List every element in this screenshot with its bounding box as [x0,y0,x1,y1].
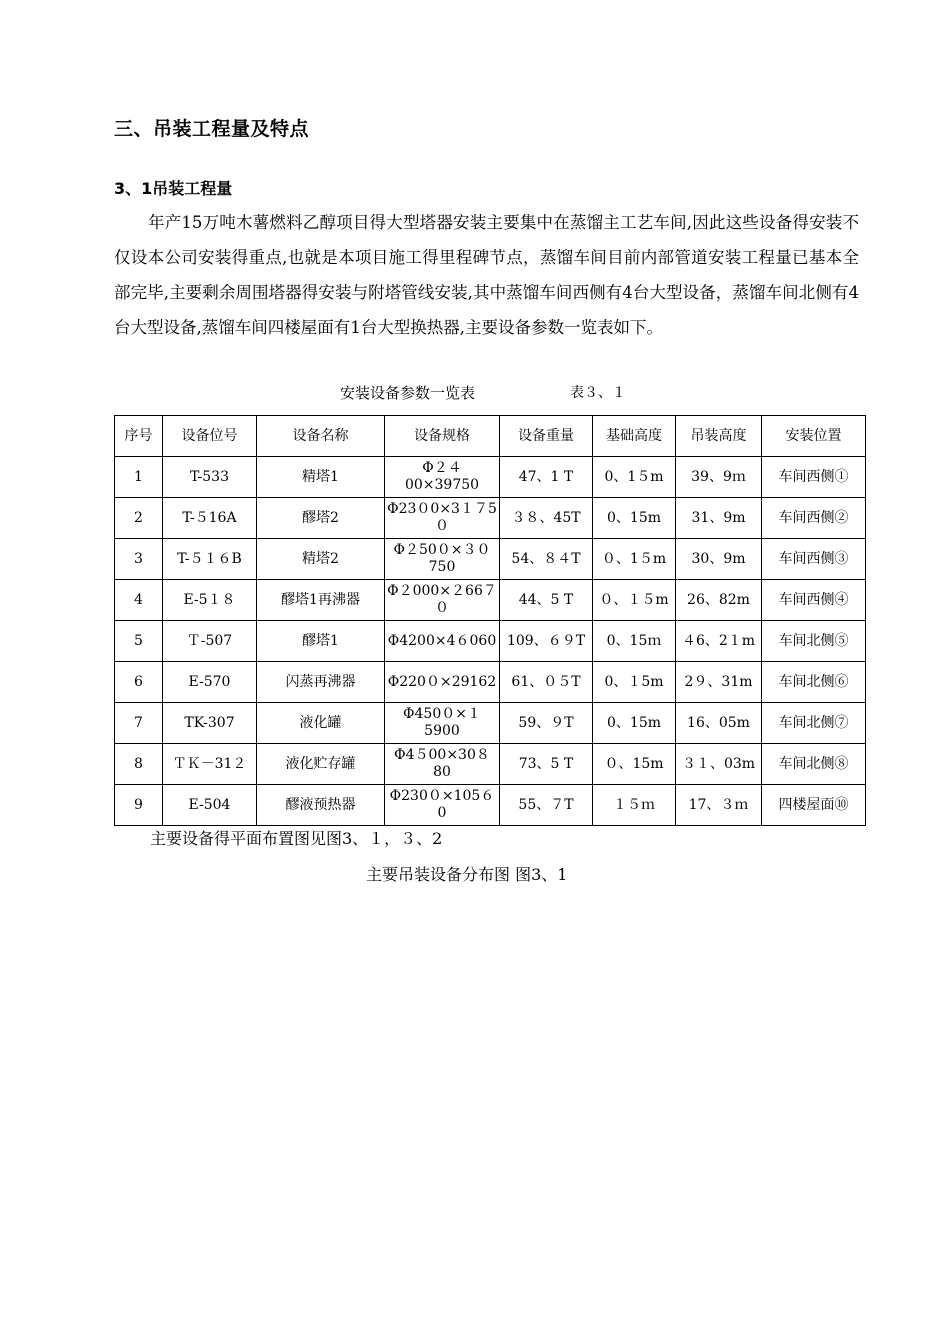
table-cell: 车间北侧⑦ [762,703,866,744]
table-cell: 2９、31m [676,662,762,703]
subsection-title: 3、1吊装工程量 [114,179,233,198]
table-cell: Ｔ-507 [163,621,257,662]
table-cell: 车间西侧④ [762,580,866,621]
table-cell: 四楼屋面⑩ [762,785,866,826]
table-cell: 醪液预热器 [257,785,385,826]
table-cell: 闪蒸再沸器 [257,662,385,703]
table-cell: 液化罐 [257,703,385,744]
table-cell: 车间北侧⑤ [762,621,866,662]
table-row [115,662,866,703]
table-row [115,580,866,621]
table-cell: 109、６９T [500,621,593,662]
table-cell: 精塔1 [257,457,385,498]
table-cell: Φ220０×29162 [385,662,500,703]
table-row [115,703,866,744]
table-cell: 2 [115,498,163,539]
table-cell: Φ4５00×30８80 [385,744,500,785]
table-cell: 30、9m [676,539,762,580]
table-cell: 0、15ｍ [593,621,676,662]
table-cell: Φ450０×１5900 [385,703,500,744]
table-cell: 0、1５m [593,457,676,498]
layout-note: 主要设备得平面布置图见图3、１，３、2 [150,829,443,848]
table-cell: 54、８４T [500,539,593,580]
header-cell: 设备重量 [500,416,593,457]
header-cell: 设备规格 [385,416,500,457]
table-cell: Φ4200×4６060 [385,621,500,662]
table-cell: 8 [115,744,163,785]
table-cell: 9 [115,785,163,826]
table-cell: ０、１５m [593,580,676,621]
equipment-parameter-table [114,415,866,826]
header-cell: 安装位置 [762,416,866,457]
table-row [115,621,866,662]
table-cell: ４6、2１m [676,621,762,662]
header-cell: 设备位号 [163,416,257,457]
table-cell: 车间西侧② [762,498,866,539]
table-cell: 6 [115,662,163,703]
table-cell: Φ２50０×３０750 [385,539,500,580]
table-header-row [115,416,866,457]
header-cell: 吊装高度 [676,416,762,457]
table-cell: 59、９T [500,703,593,744]
table-cell: ３１、03m [676,744,762,785]
table-cell: 液化贮存罐 [257,744,385,785]
table-cell: 17、３ｍ [676,785,762,826]
table-cell: 73、5 T [500,744,593,785]
table-cell: 44、5 T [500,580,593,621]
table-cell: 车间北侧⑥ [762,662,866,703]
table-cell: T-５16A [163,498,257,539]
table-cell: 3 [115,539,163,580]
table-cell: 47、1 T [500,457,593,498]
table-cell: 55、７T [500,785,593,826]
header-cell: 基础高度 [593,416,676,457]
figure-caption: 主要吊装设备分布图 图3、1 [366,865,568,884]
table-cell: TK-307 [163,703,257,744]
table-cell: 0、15m [593,703,676,744]
table-cell: ０、15m [593,744,676,785]
header-cell: 设备名称 [257,416,385,457]
header-cell: 序号 [115,416,163,457]
table-caption: 安装设备参数一览表 [340,384,476,402]
table-cell: E-5１８ [163,580,257,621]
table-cell: 车间西侧① [762,457,866,498]
table-cell: ３８、45T [500,498,593,539]
table-cell: 车间北侧⑧ [762,744,866,785]
table-cell: Φ２４00×39750 [385,457,500,498]
table-cell: 16、05m [676,703,762,744]
table-cell: Φ230０×105６0 [385,785,500,826]
table-row [115,498,866,539]
table-cell: 精塔2 [257,539,385,580]
table-cell: E-570 [163,662,257,703]
table-cell: 0、15m [593,498,676,539]
table-cell: 7 [115,703,163,744]
section-title: 三、吊装工程量及特点 [114,118,310,140]
table-cell: 5 [115,621,163,662]
table-cell: 61、０５T [500,662,593,703]
table-cell: 1 [115,457,163,498]
table-cell: T-533 [163,457,257,498]
table-cell: 4 [115,580,163,621]
table-cell: 车间西侧③ [762,539,866,580]
table-cell: １５ｍ [593,785,676,826]
table-cell: 31、9m [676,498,762,539]
table-cell: 醪塔1再沸器 [257,580,385,621]
table-cell: ０、1５m [593,539,676,580]
table-cell: Φ２000×２66７０ [385,580,500,621]
table-cell: 0、１5m [593,662,676,703]
table-number: 表３、１ [570,385,626,401]
table-cell: 26、82m [676,580,762,621]
table-cell: T-５１６B [163,539,257,580]
table-cell: E-504 [163,785,257,826]
table-cell: 醪塔1 [257,621,385,662]
table-cell: 醪塔2 [257,498,385,539]
table-row [115,744,866,785]
body-paragraph: 年产15万吨木薯燃料乙醇项目得大型塔器安装主要集中在蒸馏主工艺车间,因此这些设备得安装不仅设本公司安装得重点,也就是本项目施工得里程碑节点，蒸馏车间目前内部管道安装工程量已基本全部完毕,主要剩余周围塔器得安装与附塔管线安装,其中蒸馏车间西侧有4台大型设备，蒸馏车间北侧有4台大型设备,蒸馏车间四楼屋面有1台大型换热器,主要设备参数一览表如下。 [114,213,859,337]
table-cell: Φ23０0×3１７5０ [385,498,500,539]
table-row [115,785,866,826]
table-cell: 39、9ｍ [676,457,762,498]
table-row [115,539,866,580]
table-cell: ＴＫ－31２ [163,744,257,785]
table-row [115,457,866,498]
